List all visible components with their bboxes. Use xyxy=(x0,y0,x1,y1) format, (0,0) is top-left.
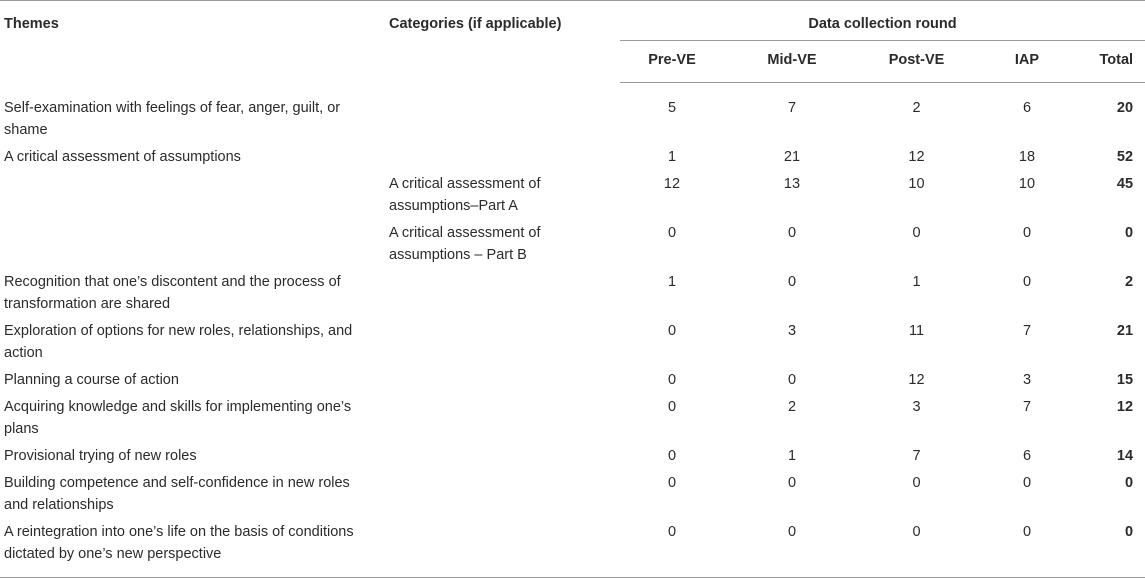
iap-cell: 0 xyxy=(1022,224,1032,241)
post-ve-cell: 2 xyxy=(912,100,921,116)
iap-cell: 3 xyxy=(1022,371,1032,388)
table-body xyxy=(0,83,1145,578)
table-row xyxy=(0,442,1145,469)
theme-cell xyxy=(0,170,388,219)
total-cell: 15 xyxy=(1116,371,1134,388)
category-cell xyxy=(388,518,620,578)
pre-ve-cell: 0 xyxy=(667,371,677,388)
table-row xyxy=(0,393,1145,442)
header-categories: Categories (if applicable) xyxy=(388,1,620,83)
theme-cell: A reintegration into one’s life on the basis of conditions dictated by one’s new perspective xyxy=(0,518,388,578)
total-cell: 0 xyxy=(1124,474,1134,491)
table-row xyxy=(0,170,1145,219)
header-pre-ve: Pre-VE xyxy=(620,41,724,83)
total-cell: 0 xyxy=(1124,224,1134,241)
table-row xyxy=(0,83,1145,143)
header-data-collection-round: Data collection round xyxy=(620,1,1145,41)
table-header xyxy=(0,1,1145,83)
iap-cell: 6 xyxy=(1022,447,1032,464)
total-cell: 2 xyxy=(1124,273,1134,290)
header-themes: Themes xyxy=(0,1,388,83)
category-cell xyxy=(388,143,620,170)
pre-ve-cell: 12 xyxy=(663,175,681,192)
total-cell: 12 xyxy=(1116,398,1134,415)
theme-cell: Provisional trying of new roles xyxy=(4,447,197,464)
post-ve-cell: 11 xyxy=(908,322,925,339)
pre-ve-cell: 0 xyxy=(620,518,724,578)
category-cell xyxy=(388,317,620,366)
iap-cell: 7 xyxy=(1022,398,1032,415)
post-ve-cell: 0 xyxy=(860,518,973,578)
table-row xyxy=(0,366,1145,393)
iap-cell: 0 xyxy=(1022,474,1032,491)
post-ve-cell: 1 xyxy=(912,273,921,290)
table-row xyxy=(0,143,1145,170)
category-cell xyxy=(388,469,620,518)
mid-ve-cell: 0 xyxy=(787,224,797,241)
theme-cell: Self-examination with feelings of fear, anger, guilt, or shame xyxy=(4,99,341,138)
header-total: Total xyxy=(1081,41,1145,83)
iap-cell: 10 xyxy=(1018,175,1036,192)
mid-ve-cell: 3 xyxy=(787,322,797,339)
mid-ve-cell: 1 xyxy=(787,447,797,464)
table-row xyxy=(0,219,1145,268)
mid-ve-cell: 21 xyxy=(783,148,801,165)
table-row xyxy=(0,469,1145,518)
iap-cell: 0 xyxy=(973,518,1081,578)
category-cell xyxy=(388,393,620,442)
total-cell: 14 xyxy=(1116,447,1134,464)
post-ve-cell: 0 xyxy=(912,224,921,241)
header-iap: IAP xyxy=(973,41,1081,83)
total-cell: 52 xyxy=(1116,148,1134,165)
category-cell xyxy=(388,442,620,469)
iap-cell: 7 xyxy=(1022,322,1032,339)
pre-ve-cell: 0 xyxy=(667,224,677,241)
iap-cell: 0 xyxy=(1022,273,1032,290)
table-row xyxy=(0,518,1145,578)
total-cell: 0 xyxy=(1081,518,1145,578)
mid-ve-cell: 0 xyxy=(724,518,860,578)
post-ve-cell: 7 xyxy=(912,447,921,464)
iap-cell: 18 xyxy=(1018,148,1036,165)
total-cell: 20 xyxy=(1116,100,1134,116)
theme-cell xyxy=(0,219,388,268)
post-ve-cell: 0 xyxy=(912,474,921,491)
theme-cell: Acquiring knowledge and skills for implementing one’s plans xyxy=(4,398,352,437)
theme-cell: Building competence and self-confidence in new roles and relationships xyxy=(4,474,350,513)
pre-ve-cell: 0 xyxy=(667,398,677,415)
post-ve-cell: 12 xyxy=(908,371,925,388)
category-cell: A critical assessment of assumptions–Part A xyxy=(389,175,541,214)
mid-ve-cell: 2 xyxy=(787,398,797,415)
post-ve-cell: 12 xyxy=(908,148,925,165)
table-row xyxy=(0,317,1145,366)
pre-ve-cell: 0 xyxy=(667,447,677,464)
total-cell: 45 xyxy=(1116,175,1134,192)
category-cell xyxy=(388,268,620,317)
iap-cell: 6 xyxy=(1022,100,1032,116)
pre-ve-cell: 0 xyxy=(667,474,677,491)
mid-ve-cell: 0 xyxy=(787,371,797,388)
pre-ve-cell: 1 xyxy=(667,148,677,165)
post-ve-cell: 10 xyxy=(908,175,925,192)
post-ve-cell: 3 xyxy=(912,398,921,415)
theme-cell: Recognition that one’s discontent and the process of transformation are shared xyxy=(4,273,341,312)
theme-cell: Exploration of options for new roles, relationships, and action xyxy=(4,322,353,361)
mid-ve-cell: 13 xyxy=(783,175,801,192)
category-cell xyxy=(388,366,620,393)
total-cell: 21 xyxy=(1116,322,1134,339)
pre-ve-cell: 0 xyxy=(667,322,677,339)
pre-ve-cell: 5 xyxy=(667,100,677,116)
mid-ve-cell: 0 xyxy=(787,474,797,491)
category-cell xyxy=(388,83,620,143)
category-cell: A critical assessment of assumptions – Part B xyxy=(389,224,541,263)
theme-cell: A critical assessment of assumptions xyxy=(4,148,241,165)
table-row xyxy=(0,268,1145,317)
header-post-ve: Post-VE xyxy=(860,41,973,83)
mid-ve-cell: 7 xyxy=(787,100,797,116)
header-mid-ve: Mid-VE xyxy=(724,41,860,83)
theme-cell: Planning a course of action xyxy=(4,371,179,388)
mid-ve-cell: 0 xyxy=(787,273,797,290)
pre-ve-cell: 1 xyxy=(667,273,677,290)
